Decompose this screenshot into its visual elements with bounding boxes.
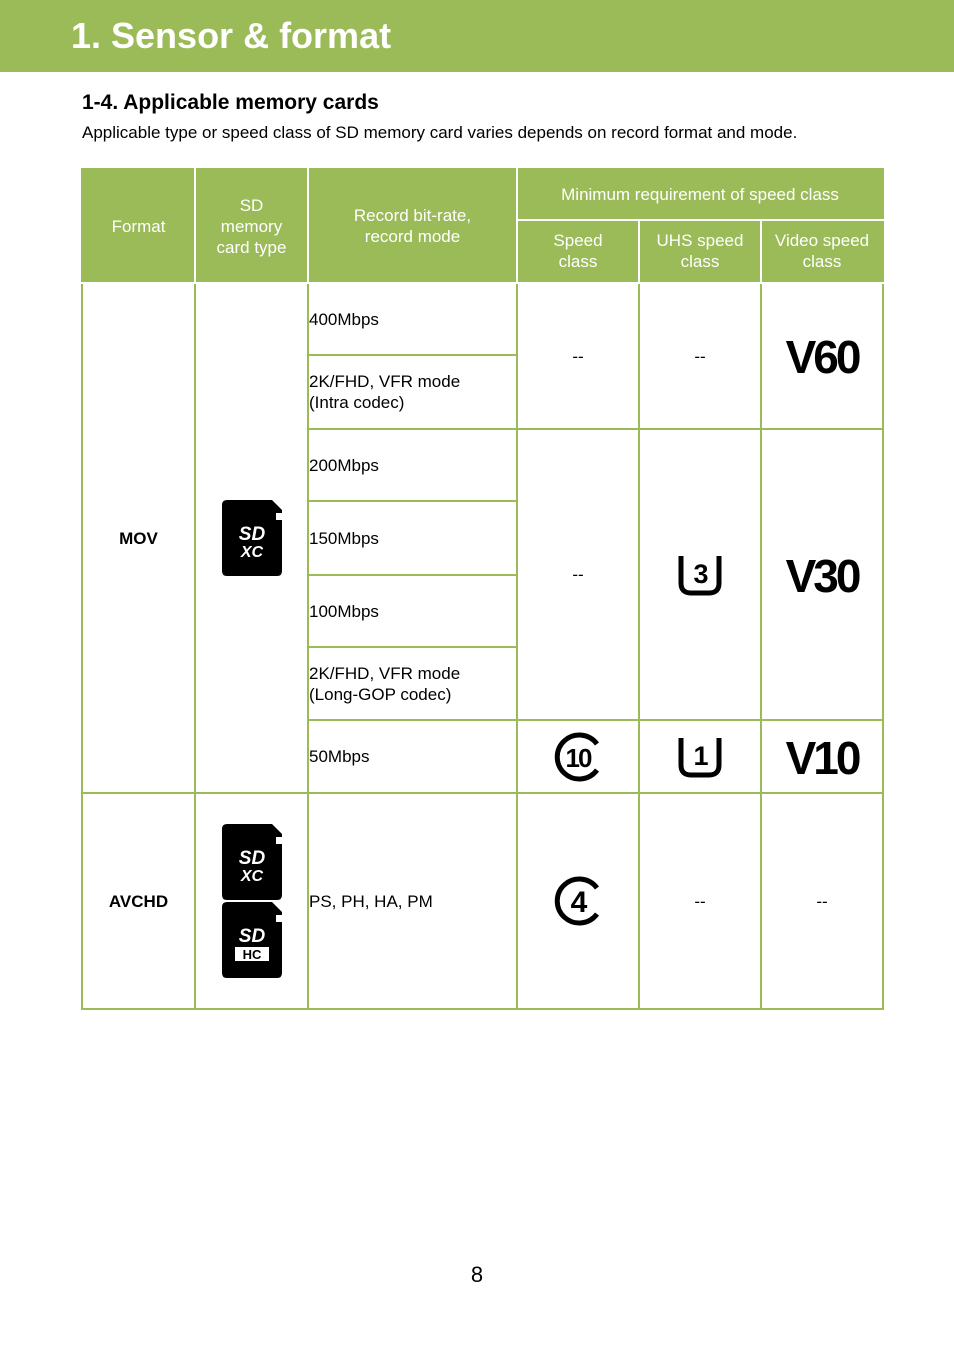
- svg-text:SD: SD: [238, 524, 265, 545]
- section-intro: Applicable type or speed class of SD memory card varies depends on record format and mode.: [82, 123, 798, 142]
- avchd-card-type: [195, 793, 308, 1009]
- header-video-class: Video speed class: [761, 220, 883, 283]
- uhs-u1-icon: [677, 735, 723, 779]
- speed-class-cell: --: [517, 283, 639, 429]
- mode-cell: 2K/FHD, VFR mode (Intra codec): [308, 355, 517, 429]
- mov-card-type: [195, 283, 308, 793]
- memory-card-table: [81, 168, 884, 1010]
- class10-icon: [551, 730, 605, 784]
- mode-cell: 100Mbps: [308, 575, 517, 647]
- header-format: Format: [82, 169, 195, 283]
- uhs-class-cell: --: [639, 793, 761, 1009]
- v60-icon: [777, 331, 867, 381]
- video-class-cell: [761, 720, 883, 793]
- header-card-type: SD memory card type: [195, 169, 308, 283]
- format-mov: MOV: [82, 283, 195, 793]
- video-class-cell: [761, 283, 883, 429]
- page-number: 8: [470, 1262, 484, 1287]
- v30-icon: [777, 550, 867, 600]
- svg-text:1: 1: [693, 740, 709, 771]
- uhs-u3-icon: [677, 553, 723, 597]
- svg-text:SD: SD: [238, 848, 265, 869]
- uhs-class-cell: [639, 429, 761, 720]
- sdxc-icon: [222, 824, 282, 900]
- uhs-class-cell: [639, 720, 761, 793]
- uhs-class-cell: --: [639, 283, 761, 429]
- svg-text:V10: V10: [785, 731, 859, 782]
- mode-cell: 50Mbps: [308, 720, 517, 793]
- mode-cell: PS, PH, HA, PM: [308, 793, 517, 1009]
- header-speed-class: Speed class: [517, 220, 639, 283]
- header-banner: [0, 0, 954, 72]
- sdhc-icon: [222, 902, 282, 978]
- sdxc-icon: [222, 500, 282, 576]
- svg-text:XC: XC: [240, 868, 263, 885]
- section-title: 1-4. Applicable memory cards: [82, 91, 379, 114]
- svg-text:V60: V60: [785, 331, 859, 381]
- mode-cell: 2K/FHD, VFR mode (Long-GOP codec): [308, 647, 517, 720]
- speed-class-cell: --: [517, 429, 639, 720]
- header-min-requirement: Minimum requirement of speed class: [517, 169, 883, 220]
- mode-cell: 200Mbps: [308, 429, 517, 501]
- svg-text:4: 4: [570, 886, 588, 919]
- svg-text:3: 3: [693, 558, 709, 589]
- svg-text:XC: XC: [240, 544, 263, 561]
- format-avchd: AVCHD: [82, 793, 195, 1009]
- class4-icon: [551, 874, 605, 928]
- video-class-cell: --: [761, 793, 883, 1009]
- v10-icon: [777, 732, 867, 782]
- header-record-mode: Record bit-rate, record mode: [308, 169, 517, 283]
- svg-text:10: 10: [565, 742, 591, 773]
- speed-class-cell: [517, 793, 639, 1009]
- svg-text:SD: SD: [238, 926, 265, 947]
- mode-cell: 400Mbps: [308, 283, 517, 355]
- speed-class-cell: [517, 720, 639, 793]
- mode-cell: 150Mbps: [308, 501, 517, 575]
- header-uhs-class: UHS speed class: [639, 220, 761, 283]
- svg-text:V30: V30: [785, 549, 859, 600]
- video-class-cell: [761, 429, 883, 720]
- svg-text:HC: HC: [242, 947, 261, 962]
- page-title: 1. Sensor & format: [71, 15, 392, 56]
